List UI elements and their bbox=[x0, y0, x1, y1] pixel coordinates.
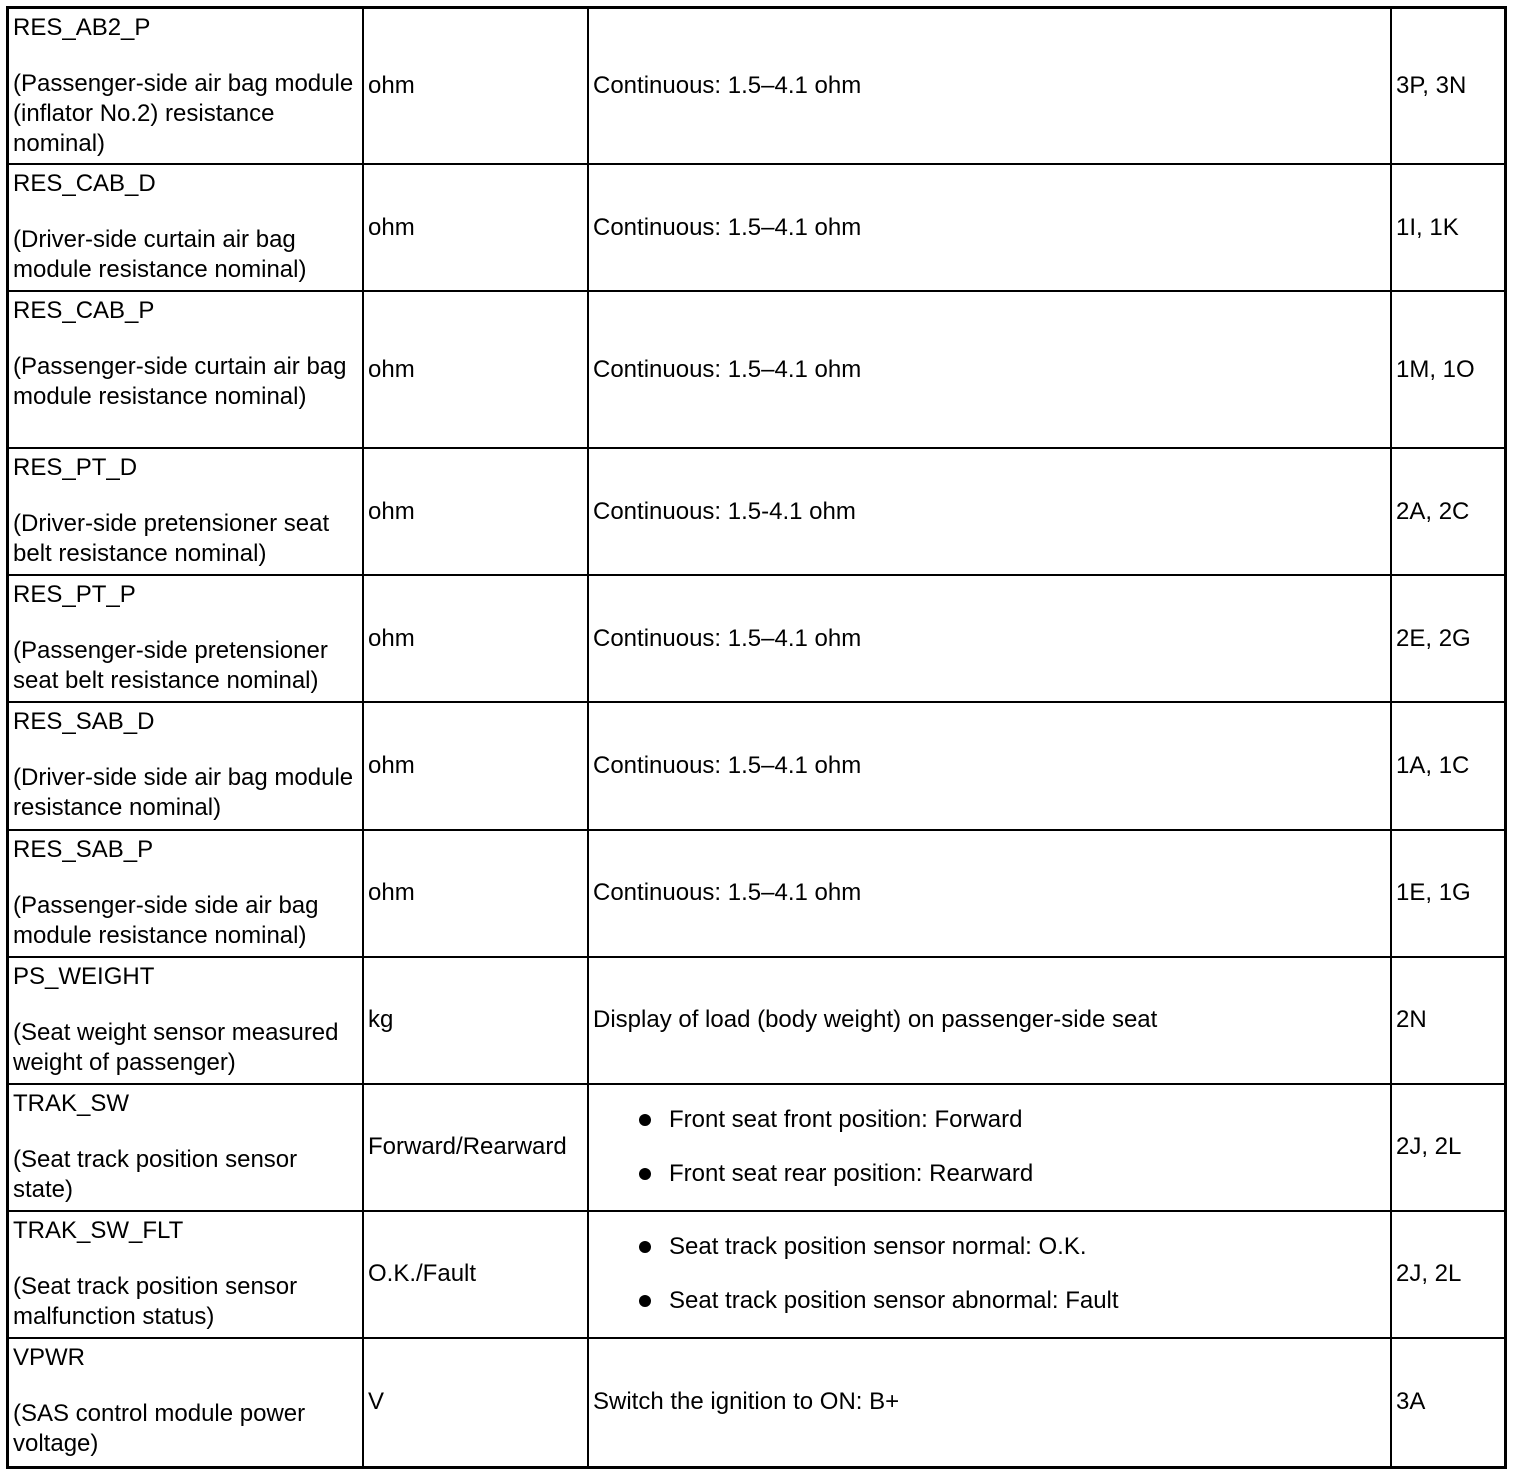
pid-description: (SAS control module power voltage) bbox=[13, 1399, 306, 1457]
pid-cell bbox=[9, 957, 363, 1084]
condition-text: Front seat rear position: Rearward bbox=[669, 1160, 1034, 1188]
bullet-icon bbox=[639, 1241, 651, 1253]
unit-cell: ohm bbox=[363, 830, 588, 957]
pid-name: RES_PT_D bbox=[13, 454, 138, 482]
pid-description: (Passenger-side side air bag module resistance nominal) bbox=[13, 891, 319, 949]
pid-cell bbox=[9, 702, 363, 829]
table-row bbox=[9, 9, 1504, 164]
condition-text: Seat track position sensor normal: O.K. bbox=[669, 1233, 1087, 1261]
pid-cell bbox=[9, 1084, 363, 1211]
pid-cell bbox=[9, 164, 363, 291]
condition-cell: Continuous: 1.5-4.1 ohm bbox=[588, 448, 1391, 575]
pid-description: (Passenger-side air bag module (inflator No.2) resistance nominal) bbox=[13, 70, 354, 157]
terminal-cell: 3P, 3N bbox=[1391, 9, 1504, 164]
table-row bbox=[9, 575, 1504, 702]
pid-description: (Seat track position sensor state) bbox=[13, 1145, 298, 1203]
unit-cell: ohm bbox=[363, 9, 588, 164]
terminal-cell: 3A bbox=[1391, 1338, 1504, 1466]
terminal-cell: 1E, 1G bbox=[1391, 830, 1504, 957]
condition-cell: Continuous: 1.5–4.1 ohm bbox=[588, 702, 1391, 829]
terminal-cell: 2E, 2G bbox=[1391, 575, 1504, 702]
condition-cell: Display of load (body weight) on passenger-side seat bbox=[588, 957, 1391, 1084]
condition-cell: Continuous: 1.5–4.1 ohm bbox=[588, 9, 1391, 164]
pid-description: (Seat weight sensor measured weight of passenger) bbox=[13, 1018, 339, 1076]
table-row bbox=[9, 164, 1504, 291]
terminal-cell: 1A, 1C bbox=[1391, 702, 1504, 829]
unit-cell: ohm bbox=[363, 291, 588, 448]
unit-cell: Forward/Rearward bbox=[363, 1084, 588, 1211]
pid-cell bbox=[9, 291, 363, 448]
list-item bbox=[637, 1159, 1384, 1189]
pid-description: (Passenger-side pretensioner seat belt resistance nominal) bbox=[13, 637, 328, 695]
condition-cell: Switch the ignition to ON: B+ bbox=[588, 1338, 1391, 1466]
terminal-cell: 1I, 1K bbox=[1391, 164, 1504, 291]
pid-description: (Driver-side curtain air bag module resistance nominal) bbox=[13, 226, 307, 284]
condition-text: Front seat front position: Forward bbox=[669, 1106, 1023, 1134]
bullet-icon bbox=[639, 1295, 651, 1307]
table-row bbox=[9, 448, 1504, 575]
condition-cell: Continuous: 1.5–4.1 ohm bbox=[588, 164, 1391, 291]
pid-cell bbox=[9, 1338, 363, 1466]
condition-text: Seat track position sensor abnormal: Fault bbox=[669, 1287, 1119, 1315]
condition-cell: Continuous: 1.5–4.1 ohm bbox=[588, 830, 1391, 957]
terminal-cell: 2A, 2C bbox=[1391, 448, 1504, 575]
bullet-icon bbox=[639, 1114, 651, 1126]
pid-description: (Driver-side side air bag module resistance nominal) bbox=[13, 764, 354, 822]
terminal-cell: 2N bbox=[1391, 957, 1504, 1084]
pid-name: RES_AB2_P bbox=[13, 14, 151, 41]
pid-description: (Seat track position sensor malfunction status) bbox=[13, 1272, 298, 1330]
bullet-icon bbox=[639, 1168, 651, 1180]
unit-cell: kg bbox=[363, 957, 588, 1084]
condition-cell: Continuous: 1.5–4.1 ohm bbox=[588, 291, 1391, 448]
terminal-cell: 2J, 2L bbox=[1391, 1084, 1504, 1211]
condition-cell: Continuous: 1.5–4.1 ohm bbox=[588, 575, 1391, 702]
pid-cell bbox=[9, 1211, 363, 1338]
pid-name: PS_WEIGHT bbox=[13, 962, 155, 990]
pid-name: RES_SAB_D bbox=[13, 708, 155, 736]
pid-table bbox=[9, 9, 1504, 1466]
list-item bbox=[637, 1232, 1384, 1262]
unit-cell: O.K./Fault bbox=[363, 1211, 588, 1338]
unit-cell: V bbox=[363, 1338, 588, 1466]
pid-name: RES_PT_P bbox=[13, 581, 136, 609]
unit-cell: ohm bbox=[363, 164, 588, 291]
condition-list bbox=[593, 1105, 1384, 1189]
pid-cell bbox=[9, 575, 363, 702]
pid-description: (Driver-side pretensioner seat belt resistance nominal) bbox=[13, 510, 330, 568]
pid-name: RES_SAB_P bbox=[13, 835, 154, 863]
pid-cell bbox=[9, 448, 363, 575]
pid-name: RES_CAB_D bbox=[13, 170, 156, 198]
pid-cell bbox=[9, 830, 363, 957]
pid-name: TRAK_SW_FLT bbox=[13, 1216, 184, 1244]
table-row bbox=[9, 1084, 1504, 1211]
list-item bbox=[637, 1105, 1384, 1135]
table-row bbox=[9, 1338, 1504, 1466]
pid-name: RES_CAB_P bbox=[13, 297, 155, 325]
table-row bbox=[9, 1211, 1504, 1338]
table-row bbox=[9, 291, 1504, 448]
table-row bbox=[9, 830, 1504, 957]
unit-cell: ohm bbox=[363, 448, 588, 575]
list-item bbox=[637, 1286, 1384, 1316]
table-row bbox=[9, 702, 1504, 829]
pid-name: TRAK_SW bbox=[13, 1089, 130, 1117]
terminal-cell: 2J, 2L bbox=[1391, 1211, 1504, 1338]
unit-cell: ohm bbox=[363, 702, 588, 829]
condition-cell bbox=[588, 1084, 1391, 1211]
condition-list bbox=[593, 1232, 1384, 1316]
pid-cell bbox=[9, 9, 363, 164]
pid-name: VPWR bbox=[13, 1343, 85, 1371]
condition-cell bbox=[588, 1211, 1391, 1338]
terminal-cell: 1M, 1O bbox=[1391, 291, 1504, 448]
table-row bbox=[9, 957, 1504, 1084]
unit-cell: ohm bbox=[363, 575, 588, 702]
pid-table-frame bbox=[6, 6, 1507, 1469]
pid-description: (Passenger-side curtain air bag module resistance nominal) bbox=[13, 353, 347, 411]
